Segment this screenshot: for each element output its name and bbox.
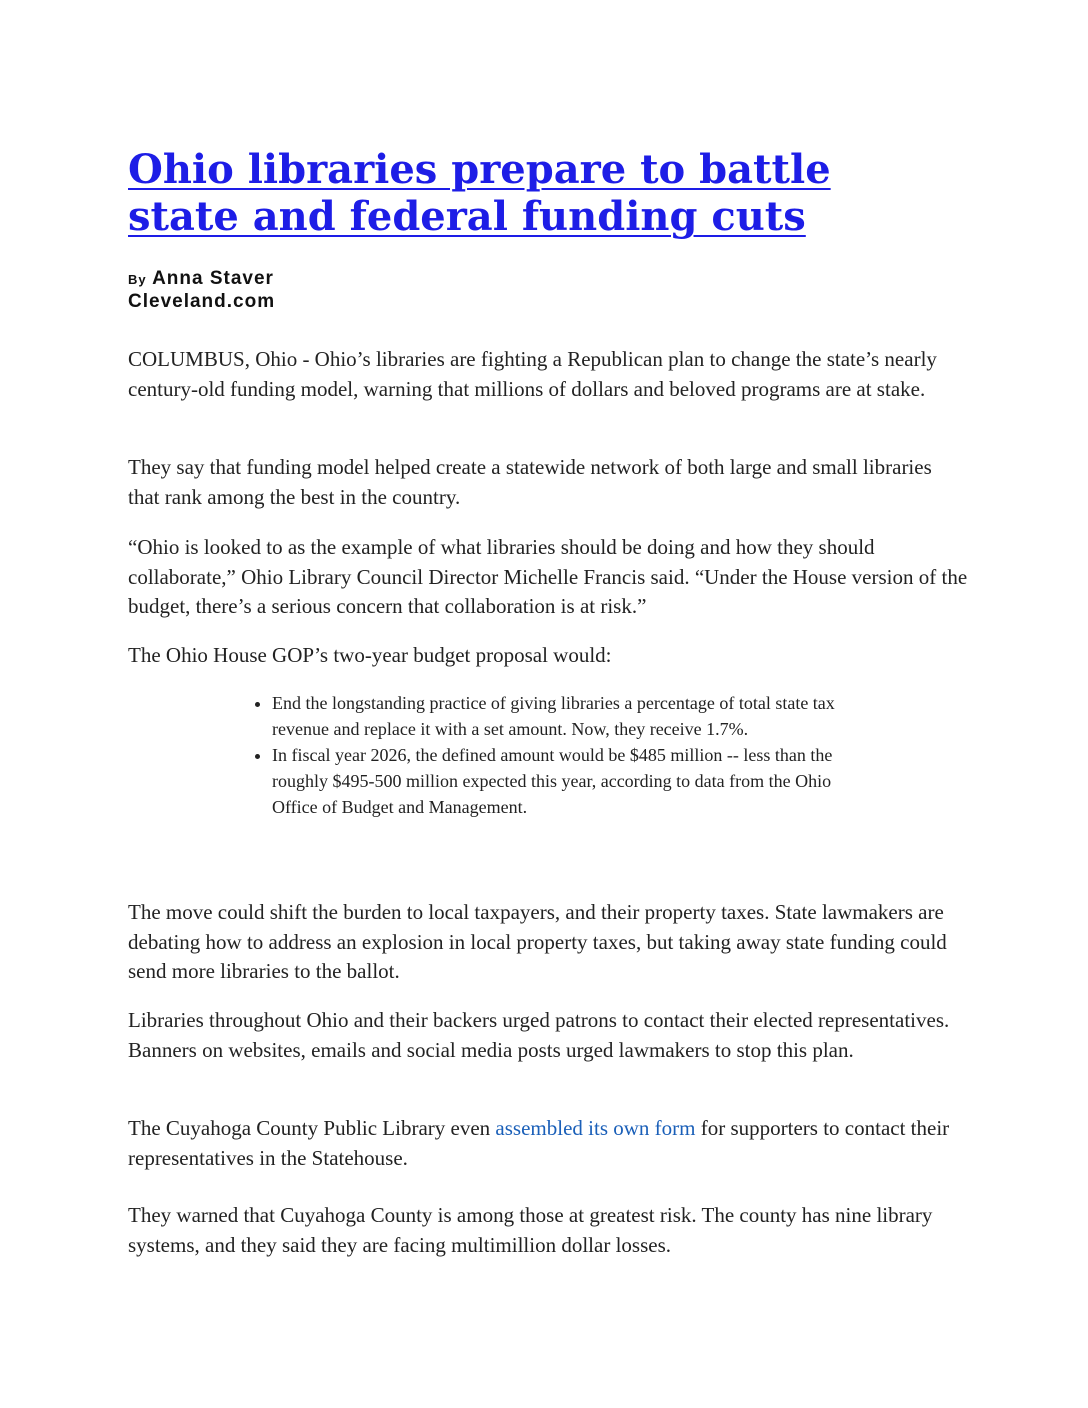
author-name: Anna Staver (152, 268, 274, 289)
paragraph-risk: They warned that Cuyahoga County is among those at greatest risk. The county has nine library systems, and they said they are facing multimillion dollar losses. (128, 1203, 933, 1257)
paragraph-form (128, 1114, 968, 1173)
paragraph-quote: “Ohio is looked to as the example of what libraries should be doing and how they should collaborate,” Ohio Library Council Director Michelle Francis said. “Under the House version of the budget, there’s a serious concern that collaboration is at risk.” (128, 535, 968, 618)
paragraph-burden: The move could shift the burden to local taxpayers, and their property taxes. State lawmakers are debating how to address an explosion in local property taxes, but taking away state funding could send more libraries to the ballot. (128, 900, 947, 983)
list-item: • In fiscal year 2026, the defined amount would be $485 million -- less than the roughly $495-500 million expected this year, according to data from the Ohio Office of Budget and Management. (272, 742, 872, 820)
form-text-after: for supporters to contact their representatives in the Statehouse. (128, 1116, 950, 1170)
form-text-before: The Cuyahoga County Public Library even (128, 1116, 496, 1140)
paragraph-network: They say that funding model helped create a statewide network of both large and small libraries that rank among the best in the country. (128, 455, 932, 509)
byline (128, 268, 275, 313)
outlet-name: Cleveland.com (128, 291, 276, 312)
byline-prefix: By (128, 272, 147, 287)
form-link[interactable]: assembled its own form (495, 1116, 696, 1140)
paragraph-patrons: Libraries throughout Ohio and their backers urged patrons to contact their elected representatives. Banners on websites, emails and social media posts urged lawmakers to stop this plan. (128, 1008, 950, 1062)
headline-link[interactable]: Ohio libraries prepare to battle state and federal funding cuts (128, 146, 831, 240)
paragraph-intro: COLUMBUS, Ohio - Ohio’s libraries are fighting a Republican plan to change the state’s nearly century-old funding model, warning that millions of dollars and beloved programs are at stake. (128, 347, 937, 401)
paragraph-proposal: The Ohio House GOP’s two-year budget proposal would: (128, 643, 612, 667)
list-item: • End the longstanding practice of giving libraries a percentage of total state tax revenue and replace it with a set amount. Now, they receive 1.7%. (272, 690, 872, 742)
proposal-list (240, 690, 872, 820)
